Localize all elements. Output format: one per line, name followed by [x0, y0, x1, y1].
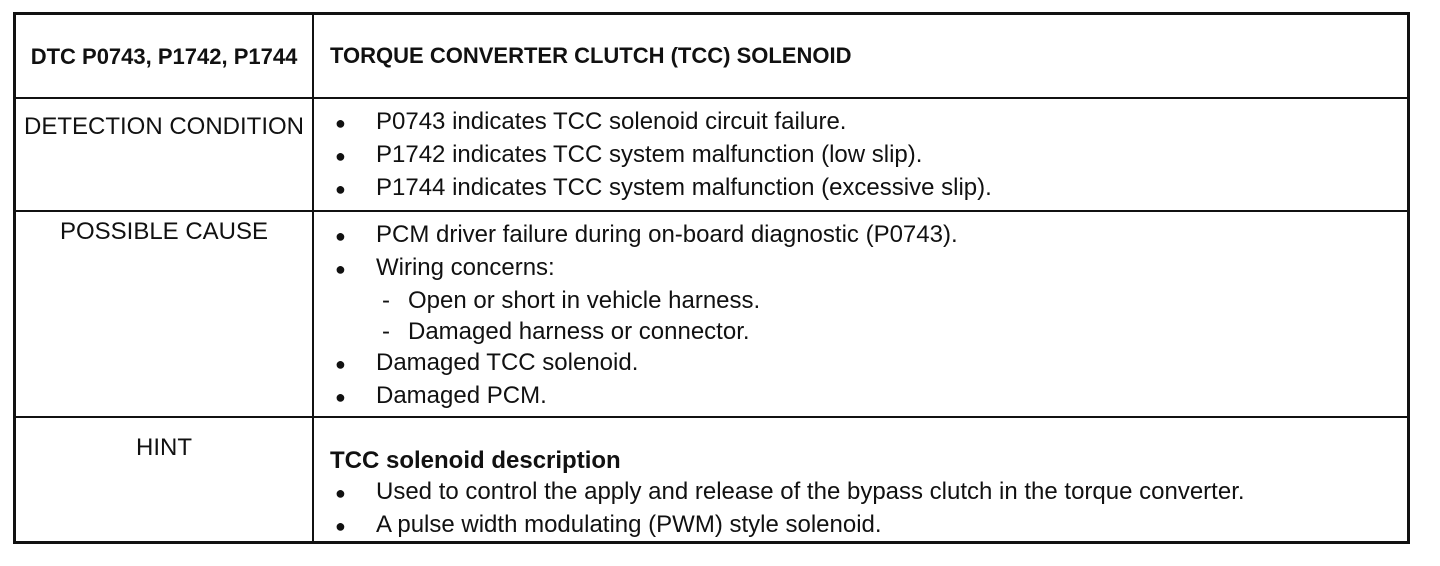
- list-item: [330, 509, 1407, 542]
- bullet-icon: ●: [335, 516, 346, 536]
- list-item: [330, 476, 1407, 509]
- hint-label-cell: [16, 418, 314, 542]
- list-item: [376, 316, 1407, 347]
- list-item: [330, 139, 1407, 172]
- bullet-icon: ●: [335, 354, 346, 374]
- possible-cause-list: [330, 219, 1407, 285]
- detection-condition-label: DETECTION CONDITION: [24, 113, 304, 140]
- possible-cause-list-continued: [330, 347, 1407, 413]
- list-item: [330, 106, 1407, 139]
- possible-cause-content: [314, 212, 1407, 418]
- hint-item-text: A pulse width modulating (PWM) style solenoid.: [376, 511, 882, 538]
- wiring-sub-list: [330, 285, 1407, 347]
- detection-item-text: P0743 indicates TCC solenoid circuit failure.: [376, 108, 847, 135]
- cause-item-text: PCM driver failure during on-board diagnostic (P0743).: [376, 221, 958, 248]
- detection-item-text: P1742 indicates TCC system malfunction (low slip).: [376, 141, 923, 168]
- dtc-codes: DTC P0743, P1742, P1744: [30, 43, 298, 69]
- list-item: [330, 219, 1407, 252]
- bullet-icon: ●: [335, 483, 346, 503]
- hint-heading: TCC solenoid description: [330, 447, 621, 474]
- dash-icon: -: [382, 318, 390, 345]
- possible-cause-label-cell: [16, 212, 314, 418]
- dtc-title: TORQUE CONVERTER CLUTCH (TCC) SOLENOID: [330, 43, 852, 68]
- hint-item-text: Used to control the apply and release of the bypass clutch in the torque converter.: [376, 478, 1245, 505]
- detection-condition-list: [330, 106, 1407, 205]
- hint-content: [314, 418, 1407, 542]
- possible-cause-label: POSSIBLE CAUSE: [59, 218, 269, 245]
- wiring-subitem-text: Damaged harness or connector.: [408, 318, 750, 345]
- bullet-icon: ●: [335, 387, 346, 407]
- list-item: [376, 285, 1407, 316]
- hint-list: [330, 476, 1407, 542]
- dash-icon: -: [382, 287, 390, 314]
- bullet-icon: ●: [335, 179, 346, 199]
- list-item: [330, 252, 1407, 285]
- detection-condition-label-cell: [16, 99, 314, 212]
- dtc-title-cell: [314, 15, 1407, 99]
- bullet-icon: ●: [335, 259, 346, 279]
- bullet-icon: ●: [335, 113, 346, 133]
- cause-item-text: Wiring concerns:: [376, 254, 555, 281]
- hint-label: HINT: [136, 434, 192, 461]
- list-item: [330, 172, 1407, 205]
- dtc-table: [13, 12, 1410, 544]
- detection-item-text: P1744 indicates TCC system malfunction (excessive slip).: [376, 174, 992, 201]
- list-item: [330, 347, 1407, 380]
- detection-condition-content: [314, 99, 1407, 212]
- list-item: [330, 380, 1407, 413]
- bullet-icon: ●: [335, 226, 346, 246]
- bullet-icon: ●: [335, 146, 346, 166]
- wiring-subitem-text: Open or short in vehicle harness.: [408, 287, 761, 314]
- dtc-code-cell: [16, 15, 314, 99]
- cause-item-text: Damaged TCC solenoid.: [376, 349, 639, 376]
- cause-item-text: Damaged PCM.: [376, 382, 547, 409]
